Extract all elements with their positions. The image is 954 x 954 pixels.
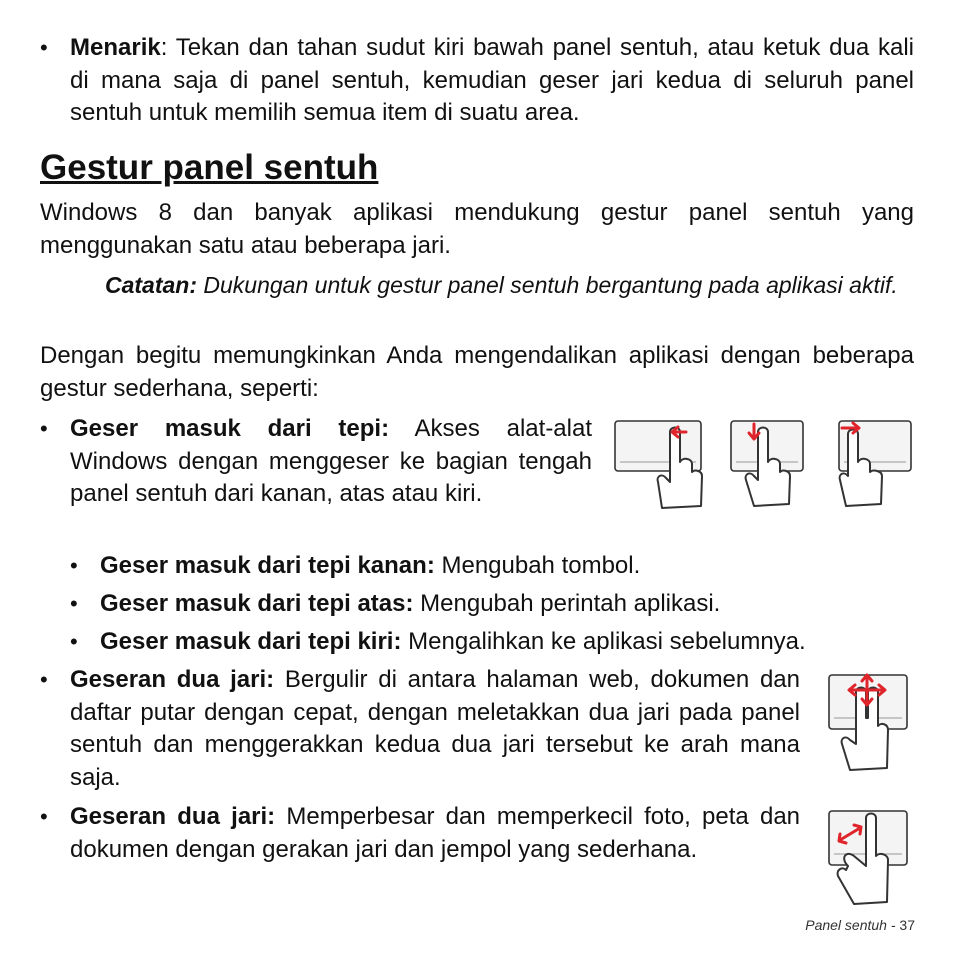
intro-bullet-text: : Tekan dan tahan sudut kiri bawah panel sentuh, atau ketuk dua kali di mana saja di panel sentuh, kemudian geser jari kedua di seluruh panel sentuh untuk memilih semua item di suatu area. [70,34,914,126]
sub-item-text: Mengalihkan ke aplikasi sebelumnya. [401,628,806,655]
gesture-edge-swipe-text: Akses alat-alat Windows dengan menggeser ke bagian tengah panel sentuh dari kanan, atas atau kiri. [70,415,592,507]
section-lead: Dengan begitu memungkinkan Anda mengendalikan aplikasi dengan beberapa gestur sederhana, seperti: [40,342,914,402]
sub-item-text: Mengubah tombol. [434,552,641,579]
bullet-marker: • [40,35,48,60]
bullet-marker: • [70,553,78,578]
gesture-two-finger-scroll-paragraph [70,664,800,794]
page-number: 37 [899,917,915,933]
swipe-from-top-edge-illustration [728,418,824,510]
bullet-marker: • [40,804,48,829]
pinch-zoom-illustration [826,806,912,910]
swipe-from-left-edge-illustration [836,418,916,510]
note-text: Dukungan untuk gestur panel sentuh bergantung pada aplikasi aktif. [197,272,898,298]
gesture-pinch-text: Memperbesar dan memperkecil foto, peta dan dokumen dengan gerakan jari dan jempol yang sederhana. [70,803,801,863]
swipe-from-right-edge-illustration [612,418,708,510]
intro-bullet-paragraph [70,32,914,130]
bullet-marker: • [40,667,48,692]
gesture-pinch-paragraph [70,801,800,866]
two-finger-scroll-illustration [826,670,912,774]
sub-item-term: Geser masuk dari tepi atas: [100,590,414,617]
gesture-two-finger-scroll-text: Bergulir di antara halaman web, dokumen dan daftar putar dengan cepat, dengan meletakkan dua jari pada panel sentuh dan menggerakkan kedua dua jari tersebut ke arah mana saja. [70,666,800,791]
sub-item-term: Geser masuk dari tepi kiri: [100,628,402,655]
sub-item-term: Geser masuk dari tepi kanan: [100,552,435,579]
gesture-edge-swipe-term: Geser masuk dari tepi: [70,415,390,442]
sub-item-right-edge [100,550,914,583]
section-title: Gestur panel sentuh [40,148,379,187]
page-footer [805,917,915,933]
intro-bullet-term: Menarik [70,34,161,61]
footer-label: Panel sentuh - [805,917,896,933]
sub-item-left-edge [100,626,914,659]
bullet-marker: • [70,591,78,616]
section-intro: Windows 8 dan banyak aplikasi mendukung gestur panel sentuh yang menggunakan satu atau beberapa jari. [40,199,914,259]
gesture-pinch-term: Geseran dua jari: [70,803,276,830]
note-label: Catatan: [105,272,198,298]
bullet-marker: • [70,629,78,654]
sub-item-text: Mengubah perintah aplikasi. [413,590,721,617]
bullet-marker: • [40,416,48,441]
note-paragraph [105,270,914,301]
gesture-edge-swipe-paragraph [70,413,592,511]
gesture-two-finger-scroll-term: Geseran dua jari: [70,666,275,693]
sub-item-top-edge [100,588,914,621]
